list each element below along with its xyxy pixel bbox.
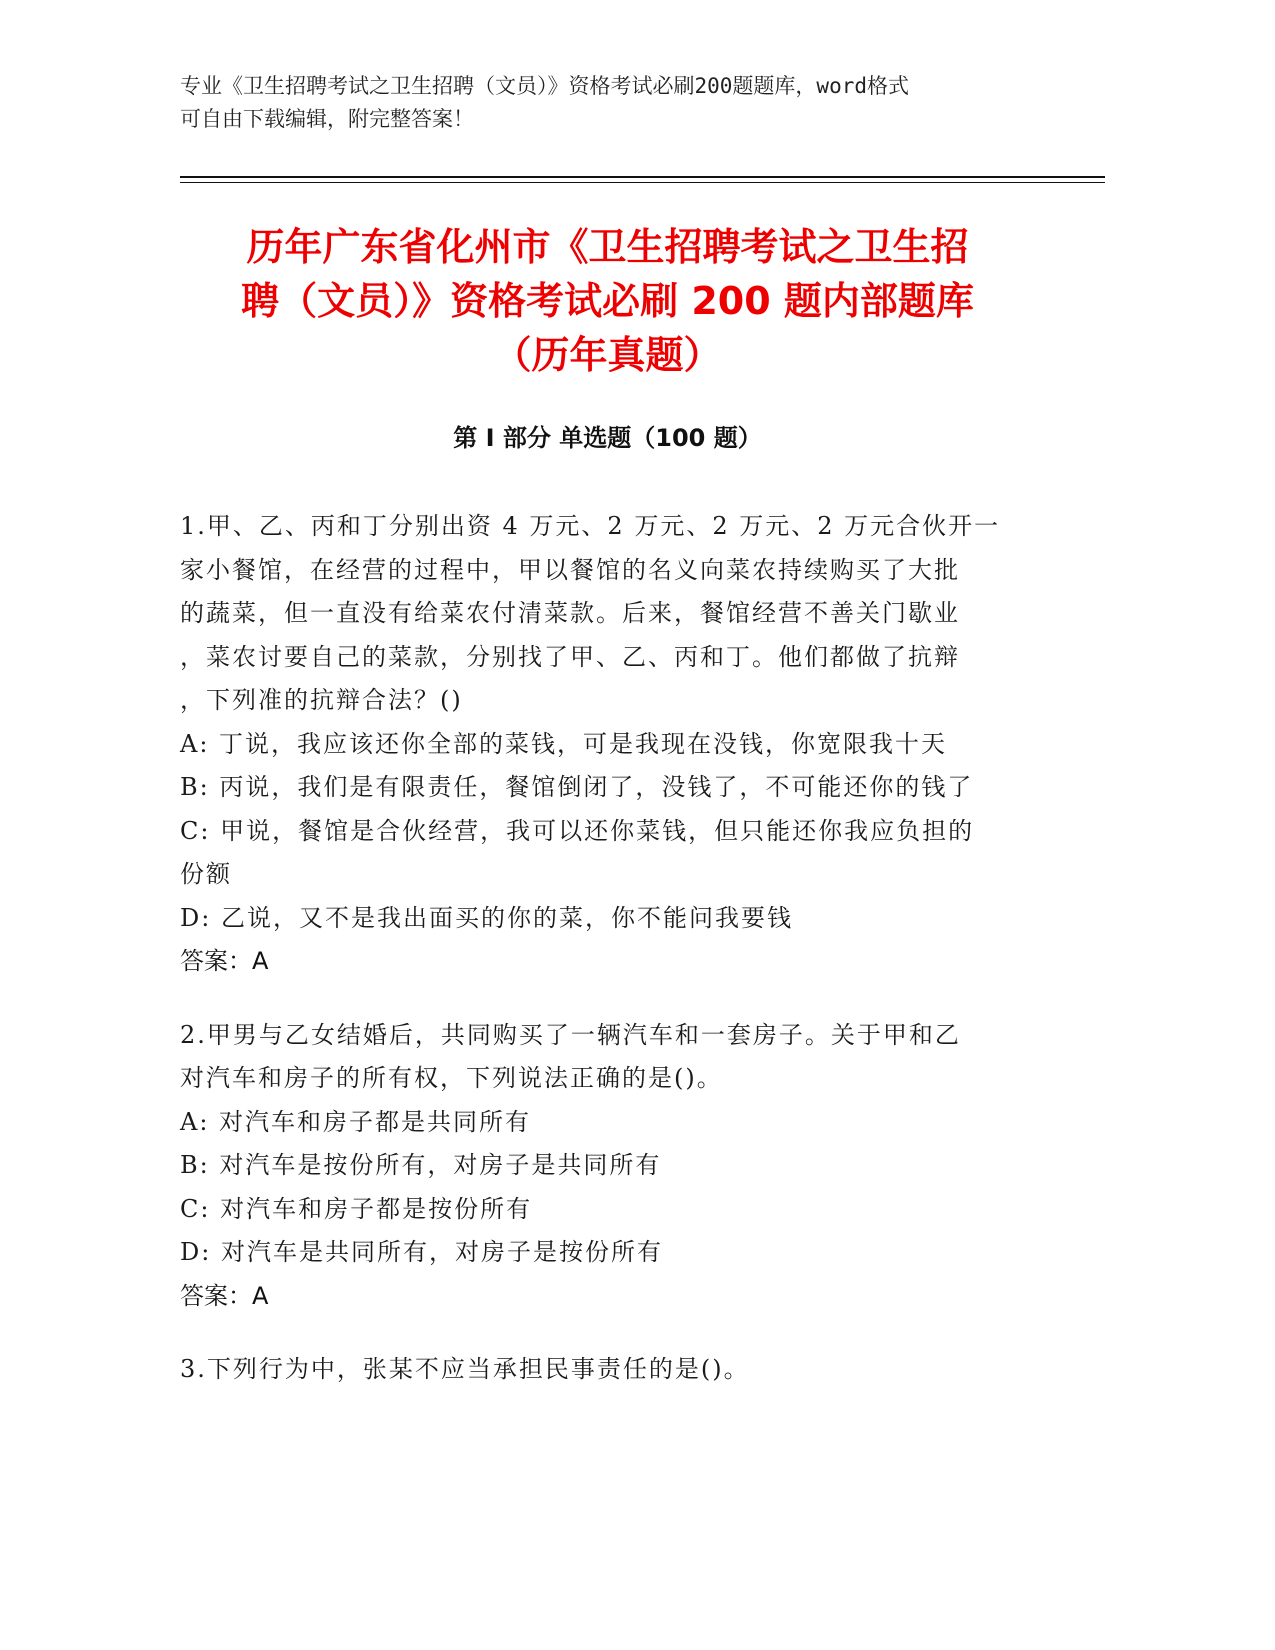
- question-stem-line: 对汽车和房子的所有权，下列说法正确的是()。: [180, 1064, 723, 1092]
- question-stem-line: 2.甲男与乙女结婚后，共同购买了一辆汽车和一套房子。关于甲和乙: [180, 1020, 961, 1049]
- title-line-1: 历年广东省化州市《卫生招聘考试之卫生招: [246, 225, 969, 269]
- title-line-2: 聘（文员）》资格考试必刷 200 题内部题库: [241, 279, 974, 323]
- header-divider-thick: [180, 176, 1105, 178]
- option-c: C: 甲说，餐馆是合伙经营，我可以还你菜钱，但只能还你我应负担的: [180, 816, 975, 845]
- question-3: [180, 1348, 1030, 1392]
- question-list: [180, 505, 1030, 1422]
- question-2: [180, 1014, 1030, 1319]
- question-stem-line: ，下列准的抗辩合法？(): [180, 686, 463, 714]
- question-stem-line: 3.下列行为中，张某不应当承担民事责任的是()。: [180, 1355, 750, 1383]
- option-d: D: 对汽车是共同所有，对房子是按份所有: [180, 1238, 663, 1266]
- option-b: B: 对汽车是按份所有，对房子是共同所有: [180, 1151, 662, 1179]
- question-stem-line: 1.甲、乙、丙和丁分别出资 4 万元、2 万元、2 万元、2 万元合伙开一: [180, 512, 1001, 540]
- option-c: C: 对汽车和房子都是按份所有: [180, 1194, 533, 1223]
- header-divider-thin: [180, 182, 1105, 183]
- option-a: A: 丁说，我应该还你全部的菜钱，可是我现在没钱，你宽限我十天: [180, 729, 948, 758]
- question-1: [180, 505, 1030, 984]
- answer-label: 答案：A: [180, 1281, 269, 1310]
- document-header: [180, 70, 1030, 136]
- header-line-2: 可自由下载编辑，附完整答案！: [180, 107, 474, 131]
- option-c-continued: 份额: [180, 860, 232, 888]
- title-line-3: （历年真题）: [493, 333, 722, 377]
- document-title: [180, 220, 1035, 382]
- question-stem-line: 的蔬菜，但一直没有给菜农付清菜款。后来，餐馆经营不善关门歇业: [180, 599, 960, 627]
- header-line-1: 专业《卫生招聘考试之卫生招聘（文员）》资格考试必刷200题题库，word格式: [180, 74, 909, 98]
- question-stem-line: 家小餐馆，在经营的过程中，甲以餐馆的名义向菜农持续购买了大批: [180, 555, 960, 584]
- option-a: A: 对汽车和房子都是共同所有: [180, 1107, 532, 1136]
- question-stem-line: ，菜农讨要自己的菜款，分别找了甲、乙、丙和丁。他们都做了抗辩: [180, 642, 960, 671]
- section-title: 第 I 部分 单选题（100 题）: [453, 424, 762, 452]
- answer-label: 答案：A: [180, 947, 269, 975]
- option-b: B: 丙说，我们是有限责任，餐馆倒闭了，没钱了，不可能还你的钱了: [180, 773, 974, 801]
- option-d: D: 乙说，又不是我出面买的你的菜，你不能问我要钱: [180, 903, 793, 932]
